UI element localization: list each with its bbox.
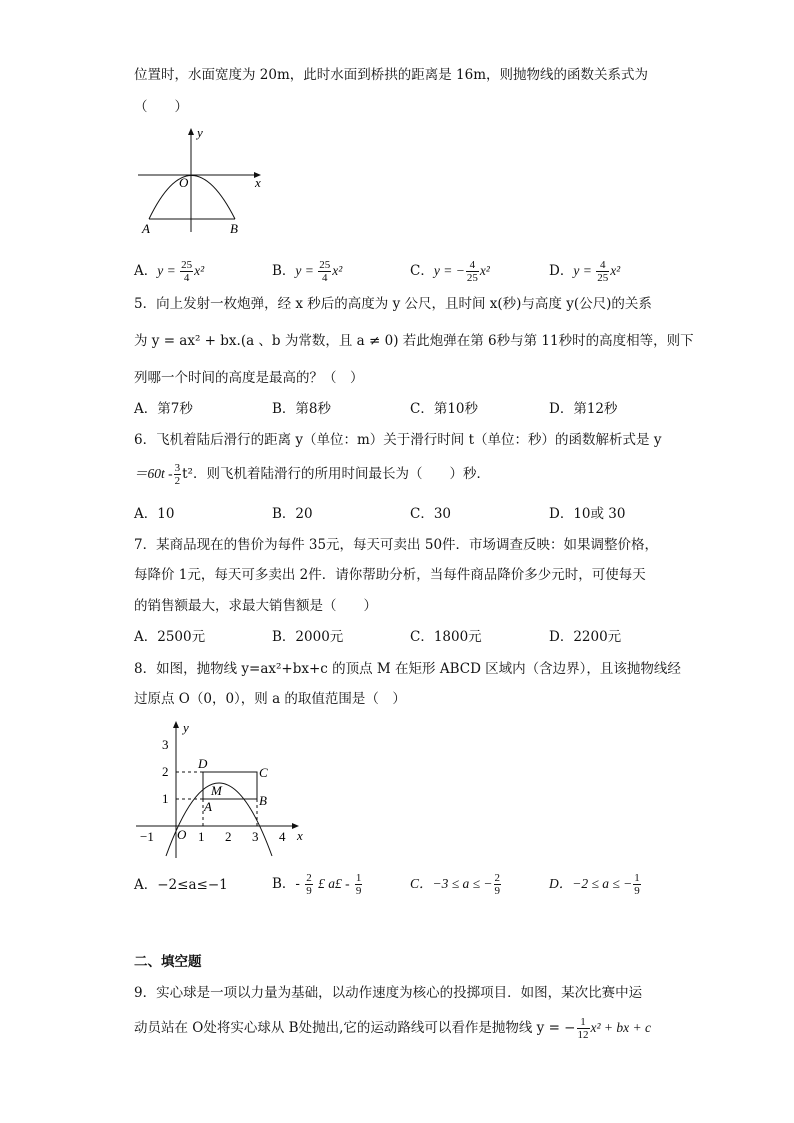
- q8-origin-label: O: [177, 827, 187, 842]
- q6-text-line2: ＝60t - $\frac{3}{2}$ t²．则飞机着陆滑行的所用时间最长为（ ）秒．: [134, 462, 490, 487]
- q4-option-a[interactable]: A．y = $\frac{25}{4}$ x²: [134, 259, 205, 284]
- q7-text-line2: 每降价 1元，每天可多卖出 2件．请你帮助分析，当每件商品降价多少元时，可使每天: [134, 567, 646, 583]
- q8-x-label: x: [297, 828, 303, 843]
- q5-text-line3: 列哪一个时间的高度是最高的？（ ）: [134, 370, 364, 386]
- q8-tick-y-2: 2: [162, 764, 169, 779]
- q5-option-b[interactable]: B．第8秒: [272, 401, 332, 417]
- q8-point-a-label: A: [204, 799, 212, 814]
- q7-option-a[interactable]: A．2500元: [134, 629, 206, 645]
- q7-option-b[interactable]: B．2000元: [272, 629, 344, 645]
- q8-text-line1: 8．如图，抛物线 y=ax²+bx+c 的顶点 M 在矩形 ABCD 区域内（含边界），且该抛物线经: [134, 661, 681, 677]
- q7-text-line3: 的销售额最大，求最大销售额是（ ）: [134, 598, 377, 614]
- q8-point-d-label: D: [198, 756, 208, 771]
- q4-answer-bracket: （ ）: [134, 99, 188, 115]
- q7-option-d[interactable]: D．2200元: [549, 629, 622, 645]
- q8-tick-x-2: 2: [225, 829, 232, 844]
- q4-origin-label: O: [179, 175, 189, 190]
- q8-text-line2: 过原点 O（0，0），则 a 的取值范围是（ ）: [134, 691, 406, 707]
- q4-option-d[interactable]: D．y = $\frac{4}{25}$ x²: [549, 259, 621, 284]
- q5-option-a[interactable]: A．第7秒: [134, 401, 193, 417]
- q8-tick-y-1: 1: [162, 791, 169, 806]
- q8-point-c-label: C: [259, 765, 268, 780]
- q8-figure-parabola-rectangle: [130, 718, 312, 864]
- q9-text-line1: 9．实心球是一项以力量为基础，以动作速度为核心的投掷项目．如图，某次比赛中运: [134, 985, 643, 1001]
- q9-text-line2: 动员站在 O处将实心球从 B处抛出,它的运动路线可以看作是抛物线 y = − $\frac{1}{12}$ x² + bx + c: [134, 1016, 651, 1041]
- q8-option-b[interactable]: B．- $\frac{2}{9}$ £ a£ - $\frac{1}{9}$: [272, 872, 362, 897]
- q8-point-b-label: B: [259, 793, 267, 808]
- q5-option-c[interactable]: C．第10秒: [410, 401, 479, 417]
- q5-text-line1: 5．向上发射一枚炮弹，经 x 秒后的高度为 y 公尺，且时间 x(秒)与高度 y(公尺)的关系: [134, 296, 652, 312]
- q8-tick-x-1: 1: [198, 829, 205, 844]
- q4-x-label: x: [255, 175, 261, 190]
- q5-option-d[interactable]: D．第12秒: [549, 401, 618, 417]
- q7-text-line1: 7．某商品现在的售价为每件 35元，每天可卖出 50件．市场调查反映：如果调整价格，: [134, 537, 659, 553]
- q4-option-c[interactable]: C．y = − $\frac{4}{25}$ x²: [410, 259, 490, 284]
- q6-text-line1: 6．飞机着陆后滑行的距离 y（单位：m）关于滑行时间 t（单位：秒）的函数解析式是 y: [134, 432, 662, 448]
- q5-text-line2: 为 y = ax² + bx.(a 、b 为常数，且 a ≠ 0) 若此炮弹在第 6秒与第 11秒时的高度相等，则下: [134, 333, 694, 349]
- q8-option-d[interactable]: D．−2 ≤ a ≤ − $\frac{1}{9}$: [549, 872, 640, 897]
- q6-option-b[interactable]: B．20: [272, 506, 313, 522]
- q4-option-b[interactable]: B．y = $\frac{25}{4}$ x²: [272, 259, 343, 284]
- q4-y-label: y: [197, 126, 203, 140]
- q8-tick-x-4: 4: [279, 829, 286, 844]
- q4-figure-bridge-parabola: [134, 126, 274, 238]
- q8-option-c[interactable]: C．−3 ≤ a ≤ − $\frac{2}{9}$: [410, 872, 501, 897]
- q6-option-c[interactable]: C．30: [410, 506, 452, 522]
- q8-tick-x-3: 3: [252, 829, 259, 844]
- q4-point-a-label: A: [142, 221, 150, 236]
- q7-option-c[interactable]: C．1800元: [410, 629, 482, 645]
- q8-point-m-label: M: [211, 783, 222, 798]
- section-heading-fill-in-blank: 二、填空题: [134, 954, 202, 970]
- q6-option-a[interactable]: A．10: [134, 506, 175, 522]
- q8-tick-y-3: 3: [162, 737, 169, 752]
- q8-y-label: y: [183, 720, 189, 735]
- q6-option-d[interactable]: D．10或 30: [549, 506, 626, 522]
- q8-tick-x-neg1: −1: [140, 829, 154, 844]
- q4-point-b-label: B: [230, 221, 238, 236]
- q4-text-line1: 位置时，水面宽度为 20m，此时水面到桥拱的距离是 16m，则抛物线的函数关系式为: [134, 67, 649, 83]
- q8-option-a[interactable]: A．−2≤a≤−1: [134, 877, 228, 893]
